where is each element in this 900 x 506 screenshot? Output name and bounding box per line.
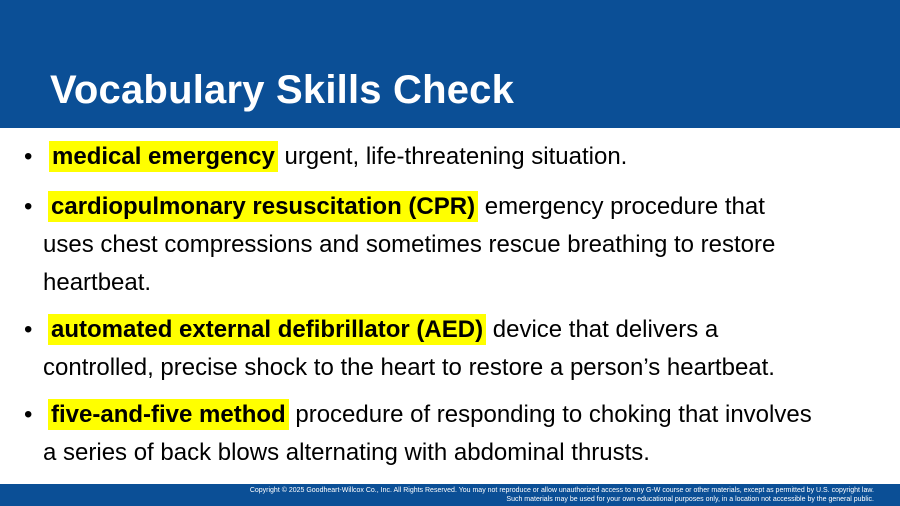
bullet-icon: • bbox=[24, 193, 33, 220]
term-highlight: five-and-five method bbox=[48, 399, 289, 430]
item-line bbox=[48, 396, 812, 433]
copyright-line: Copyright © 2025 Goodheart-Willcox Co., Inc. All Rights Reserved. You may not reproduce or allow unauthorized access to any G-W course or other materials, except as permitted by U.S. copyright law. bbox=[249, 487, 874, 494]
definition-text: heartbeat. bbox=[43, 269, 152, 296]
copyright-line: Such materials may be used for your own educational purposes only, in a location not accessible by the general public. bbox=[506, 495, 874, 503]
definition-text: procedure of responding to choking that involves bbox=[288, 401, 812, 428]
term-highlight: cardiopulmonary resuscitation (CPR) bbox=[48, 191, 478, 222]
definition-text: a series of back blows alternating with abdominal thrusts. bbox=[43, 439, 650, 466]
definition-text: emergency procedure that bbox=[478, 193, 765, 220]
definition-text: urgent, life-threatening situation. bbox=[277, 143, 628, 170]
bullet-icon: • bbox=[24, 316, 33, 343]
definition-text: controlled, precise shock to the heart to restore a person’s heartbeat. bbox=[43, 354, 775, 381]
bullet-icon: • bbox=[24, 143, 33, 170]
definition-text: uses chest compressions and sometimes rescue breathing to restore bbox=[43, 231, 776, 258]
item-line bbox=[48, 311, 718, 348]
item-line bbox=[49, 138, 627, 175]
slide-title: Vocabulary Skills Check bbox=[50, 68, 515, 112]
copyright-notice bbox=[250, 487, 874, 504]
item-line bbox=[48, 188, 765, 225]
term-highlight: medical emergency bbox=[49, 141, 278, 172]
footer-bar bbox=[0, 484, 900, 506]
bullet-icon: • bbox=[24, 401, 33, 428]
term-highlight: automated external defibrillator (AED) bbox=[48, 314, 486, 345]
definition-text: device that delivers a bbox=[486, 316, 719, 343]
title-bar bbox=[0, 0, 900, 128]
